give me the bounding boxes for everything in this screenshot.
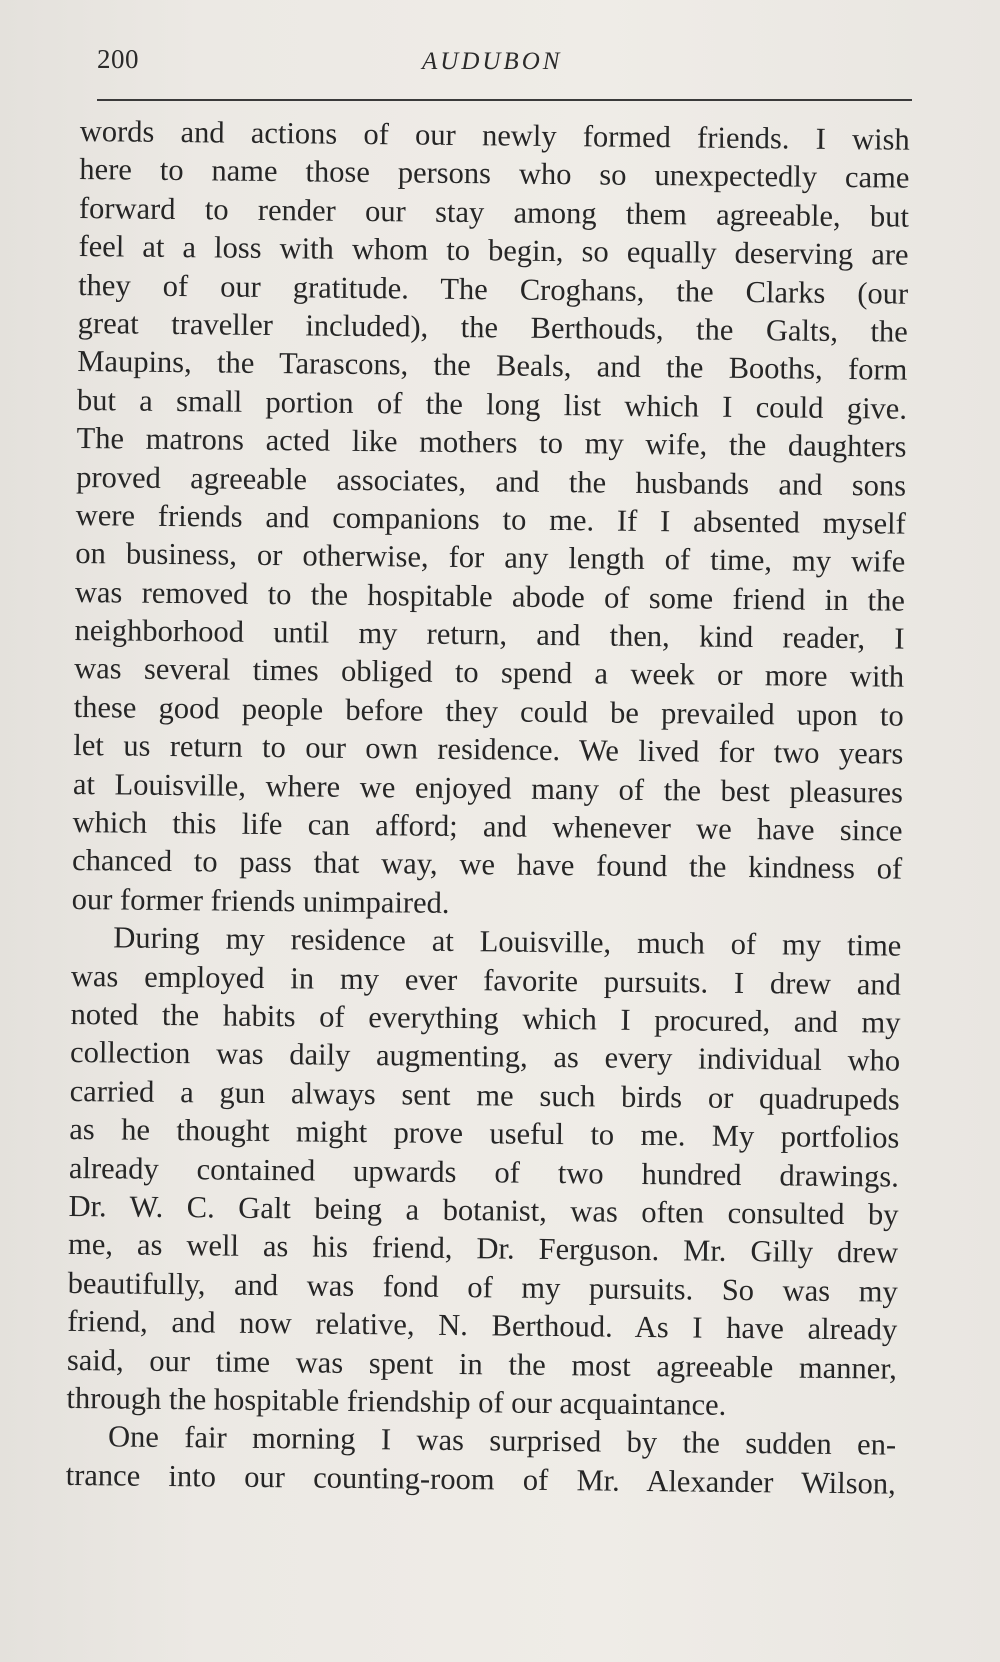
text-line: Dr. W. C. Galt being a botanist, was often consulted by: [68, 1188, 899, 1232]
page-header: [97, 44, 912, 104]
page-number: 200: [97, 44, 139, 74]
text-line: was several times obliged to spend a week or more with: [73, 651, 905, 695]
text-line: carried a gun always sent me such birds or quadrupeds: [69, 1073, 900, 1117]
text-line: One fair morning I was surprised by the sudden en-: [107, 1419, 897, 1462]
text-line: let us return to our own residence. We lived for two years: [73, 728, 904, 771]
text-line: on business, or otherwise, for any length of time, my wife: [75, 536, 906, 579]
text-line: as he thought might prove useful to me. My portfolios: [69, 1112, 900, 1155]
text-line: me, as well as his friend, Dr. Ferguson. Mr. Gilly drew: [67, 1227, 899, 1270]
body-text: [66, 112, 910, 1503]
text-line: was removed to the hospitable abode of some friend in the: [74, 574, 906, 618]
text-line: through the hospitable friendship of our acquaintance.: [66, 1380, 727, 1422]
text-line: neighborhood until my return, and then, kind reader, I: [74, 613, 905, 656]
text-line: beautifully, and was fond of my pursuits. So was my: [67, 1265, 898, 1309]
text-line: proved agreeable associates, and the husbands and sons: [76, 459, 907, 503]
header-rule: [97, 99, 912, 101]
running-head: AUDUBON: [422, 48, 563, 75]
text-line: chanced to pass that way, we have found the kindness of: [71, 843, 903, 887]
text-line: friend, and now relative, N. Berthoud. As I have already: [67, 1304, 898, 1347]
paragraph-2: [66, 918, 901, 1426]
text-line: During my residence at Louisville, much of my time: [113, 920, 902, 963]
text-line: at Louisville, where we enjoyed many of the best pleasures: [72, 766, 904, 810]
text-line: collection was daily augmenting, as every individual who: [69, 1035, 901, 1079]
text-line: trance into our counting-room of Mr. Alexander Wilson,: [65, 1457, 896, 1501]
text-line: already contained upwards of two hundred drawings.: [68, 1150, 900, 1194]
text-line: great traveller included), the Berthouds, the Galts, the: [77, 305, 908, 349]
text-line: feel at a loss with whom to begin, so equally deserving are: [78, 229, 909, 272]
text-line: these good people before they could be prevailed upon to: [73, 689, 904, 733]
text-line: which this life can afford; and whenever we have since: [72, 804, 903, 848]
text-line: was employed in my ever favorite pursuits. I drew and: [70, 958, 902, 1002]
text-line: they of our gratitude. The Croghans, the Clarks (our: [78, 267, 909, 311]
text-line: but a small portion of the long list which I could give.: [76, 382, 908, 426]
text-line: words and actions of our newly formed friends. I wish: [79, 113, 910, 157]
text-line: our former friends unimpaired.: [71, 881, 450, 920]
paragraph-3: [66, 1417, 897, 1502]
text-line: Maupins, the Tarascons, the Beals, and the Booths, form: [77, 344, 908, 388]
text-line: noted the habits of everything which I procured, and my: [70, 996, 901, 1040]
text-line: said, our time was spent in the most agreeable manner,: [66, 1342, 898, 1386]
text-line: The matrons acted like mothers to my wife, the daughters: [76, 421, 907, 464]
text-line: were friends and companions to me. If I absented myself: [75, 497, 906, 541]
text-line: forward to render our stay among them agreeable, but: [78, 190, 910, 234]
paragraph-1: [72, 112, 910, 927]
text-line: here to name those persons who so unexpectedly came: [79, 152, 910, 196]
